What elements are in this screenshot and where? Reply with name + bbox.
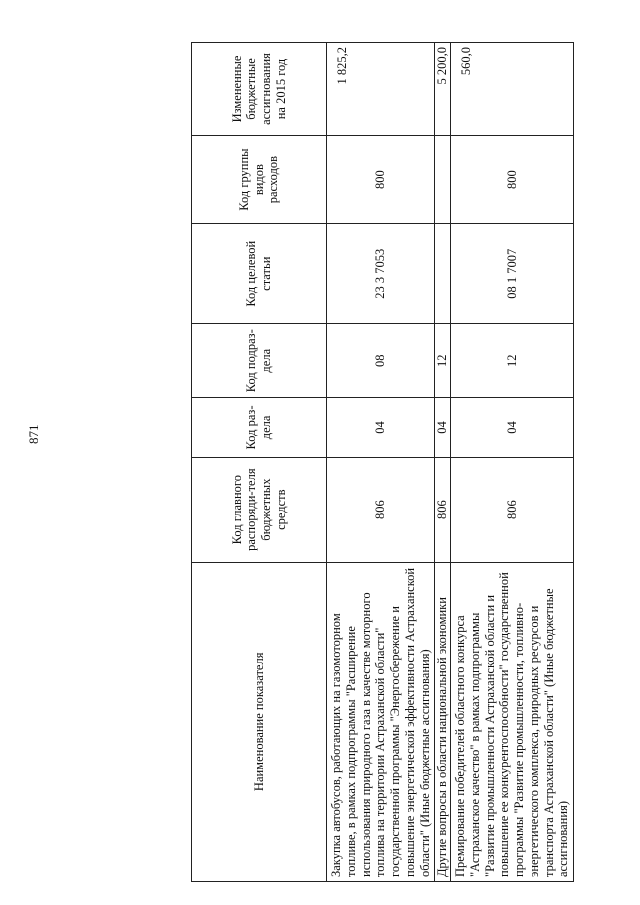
table-row: [451, 43, 574, 882]
header-podrazdel: Код подраз-дела: [192, 324, 327, 398]
row-podrazdel: 12: [451, 324, 574, 398]
table-row: [435, 43, 451, 882]
rotated-table-frame: [191, 42, 571, 882]
row-razdel: 04: [327, 398, 435, 458]
header-amount: Измененные бюджетные ассигнования на 2015 год: [192, 43, 327, 136]
row-celevaya: 23 3 7053: [327, 224, 435, 324]
page-number: 871: [26, 424, 41, 444]
row-celevaya: 08 1 7007: [451, 224, 574, 324]
row-glavn: 806: [327, 457, 435, 562]
row-name: Другие вопросы в области национальной экономики: [435, 562, 451, 881]
row-amount: 560,0: [451, 43, 574, 136]
table-row: [327, 43, 435, 882]
header-glavn: Код главного распоряди-теля бюджетных средств: [192, 457, 327, 562]
row-name: Закупка автобусов, работающих на газомоторном топливе, в рамках подпрограммы "Расширение использования природного газа в качестве моторного топлива на территории Астраханской области" государственной программы "Энергосбережение и повышение энергетической эффективности Астраханской области" (Иные бюджетные ассигнования): [327, 562, 435, 881]
header-vid: Код группы видов расходов: [192, 136, 327, 224]
row-razdel: 04: [435, 398, 451, 458]
row-podrazdel: 08: [327, 324, 435, 398]
header-name: Наименование показателя: [192, 562, 327, 881]
row-vid: 800: [451, 136, 574, 224]
header-razdel: Код раз-дела: [192, 398, 327, 458]
header-celevaya: Код целевой статьи: [192, 224, 327, 324]
row-podrazdel: 12: [435, 324, 451, 398]
row-amount: 1 825,2: [327, 43, 435, 136]
table-header-row: [192, 43, 327, 882]
row-name: Премирование победителей областного конкурса "Астраханское качество" в рамках подпрограммы "Развитие промышленности Астраханской области и повышение ее конкурентоспособности" государственной программы "Развитие промышленности, топливно-энергетического комплекса, природных ресурсов и транспорта Астраханской области" (Иные бюджетные ассигнования): [451, 562, 574, 881]
row-razdel: 04: [451, 398, 574, 458]
row-glavn: 806: [435, 457, 451, 562]
row-vid: 800: [327, 136, 435, 224]
row-glavn: 806: [451, 457, 574, 562]
budget-table: [191, 42, 574, 882]
row-amount: 5 200,0: [435, 43, 451, 136]
row-vid: [435, 136, 451, 224]
row-celevaya: [435, 224, 451, 324]
